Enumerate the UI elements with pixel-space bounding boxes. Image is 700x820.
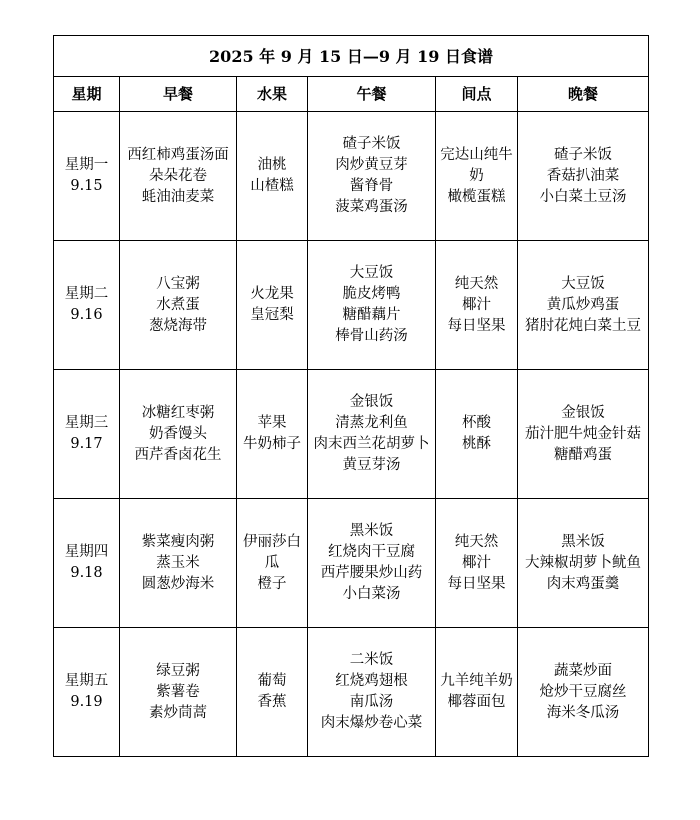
- lunch-item: 脆皮烤鸭: [342, 286, 401, 302]
- breakfast-cell: [120, 370, 237, 499]
- weekday-label: 星期三: [64, 415, 109, 431]
- header-breakfast: 早餐: [120, 77, 237, 112]
- fruit-item: 火龙果: [250, 286, 294, 302]
- date-label: 9.16: [70, 307, 103, 323]
- lunch-item: 棒骨山药汤: [335, 328, 408, 344]
- breakfast-item: 蚝油油麦菜: [141, 188, 215, 205]
- snack-item: 每日坚果: [447, 317, 506, 334]
- fruit-cell: [237, 370, 308, 499]
- fruit-item: 山楂糕: [250, 178, 294, 194]
- date-label: 9.19: [70, 694, 103, 710]
- breakfast-item: 冰糖红枣粥: [141, 404, 215, 421]
- day-cell: [54, 628, 120, 757]
- title-row: [54, 36, 649, 77]
- breakfast-item: 八宝粥: [156, 275, 200, 292]
- lunch-item: 金银饭: [349, 394, 394, 410]
- dinner-item: 黄瓜炒鸡蛋: [546, 296, 620, 313]
- dinner-cell: [518, 370, 649, 499]
- breakfast-item: 绿豆粥: [156, 662, 200, 679]
- snack-item: 椰汁: [462, 296, 491, 313]
- dinner-cell: [518, 499, 649, 628]
- dinner-item: 糖醋鸡蛋: [554, 446, 612, 463]
- lunch-item: 黑米饭: [349, 523, 394, 539]
- breakfast-item: 水煮蛋: [156, 296, 200, 313]
- snack-item: 椰蓉面包: [447, 694, 506, 710]
- weekday-label: 星期五: [64, 673, 109, 689]
- lunch-item: 肉炒黄豆芽: [335, 157, 408, 173]
- snack-item: 完达山纯牛奶: [440, 146, 513, 184]
- snack-item: 每日坚果: [447, 575, 506, 592]
- breakfast-item: 朵朵花卷: [149, 167, 207, 184]
- lunch-cell: [308, 241, 436, 370]
- page-title: 2025 年 9 月 15 日—9 月 19 日食谱: [54, 36, 649, 77]
- date-label: 9.18: [70, 565, 103, 581]
- snack-cell: [436, 370, 518, 499]
- dinner-item: 肉末鸡蛋羹: [546, 575, 620, 592]
- dinner-item: 大辣椒胡萝卜鱿鱼: [525, 554, 641, 571]
- dinner-cell: [518, 241, 649, 370]
- snack-item: 桃酥: [462, 436, 491, 452]
- lunch-item: 红烧肉干豆腐: [328, 544, 415, 560]
- dinner-cell: [518, 112, 649, 241]
- snack-item: 橄榄蛋糕: [447, 188, 506, 205]
- dinner-item: 蔬菜炒面: [554, 662, 612, 679]
- header-lunch: 午餐: [308, 77, 436, 112]
- dinner-cell: [518, 628, 649, 757]
- fruit-item: 伊丽莎白瓜: [243, 533, 301, 571]
- breakfast-item: 紫薯卷: [156, 683, 200, 700]
- fruit-cell: [237, 112, 308, 241]
- lunch-item: 清蒸龙利鱼: [335, 415, 408, 431]
- table-row: [54, 241, 649, 370]
- snack-item: 纯天然: [454, 533, 499, 550]
- breakfast-item: 奶香馒头: [149, 425, 207, 442]
- menu-table: [53, 35, 649, 757]
- lunch-item: 二米饭: [349, 652, 394, 668]
- fruit-item: 香蕉: [257, 694, 287, 710]
- fruit-item: 苹果: [257, 415, 287, 431]
- breakfast-item: 素炒茼蒿: [149, 704, 207, 721]
- fruit-item: 油桃: [257, 157, 287, 173]
- breakfast-item: 蒸玉米: [156, 554, 200, 571]
- lunch-item: 西芹腰果炒山药: [320, 565, 423, 581]
- lunch-item: 糖醋藕片: [342, 307, 401, 323]
- fruit-item: 牛奶柿子: [243, 436, 301, 452]
- snack-item: 杯酸: [462, 415, 491, 431]
- lunch-cell: [308, 112, 436, 241]
- breakfast-item: 西芹香卤花生: [134, 446, 222, 463]
- snack-cell: [436, 241, 518, 370]
- lunch-item: 菠菜鸡蛋汤: [335, 199, 408, 215]
- breakfast-cell: [120, 628, 237, 757]
- lunch-item: 小白菜汤: [342, 586, 401, 602]
- header-weekday: 星期: [54, 77, 120, 112]
- lunch-item: 肉末西兰花胡萝卜: [313, 436, 430, 452]
- weekday-label: 星期二: [64, 286, 109, 302]
- snack-cell: [436, 628, 518, 757]
- day-cell: [54, 112, 120, 241]
- lunch-item: 肉末爆炒卷心菜: [320, 715, 423, 731]
- breakfast-item: 葱烧海带: [149, 317, 207, 334]
- date-label: 9.15: [70, 178, 103, 194]
- breakfast-cell: [120, 112, 237, 241]
- snack-item: 椰汁: [462, 554, 491, 571]
- day-cell: [54, 241, 120, 370]
- dinner-item: 猪肘花炖白菜土豆: [525, 317, 641, 334]
- table-row: [54, 499, 649, 628]
- lunch-cell: [308, 628, 436, 757]
- fruit-cell: [237, 499, 308, 628]
- lunch-item: 大豆饭: [349, 265, 394, 281]
- breakfast-item: 圆葱炒海米: [141, 575, 215, 592]
- weekday-label: 星期四: [64, 544, 109, 560]
- header-fruit: 水果: [237, 77, 308, 112]
- dinner-item: 香菇扒油菜: [546, 167, 620, 184]
- snack-cell: [436, 112, 518, 241]
- dinner-item: 茄汁肥牛炖金针菇: [525, 425, 641, 442]
- lunch-item: 碴子米饭: [342, 136, 401, 152]
- breakfast-cell: [120, 499, 237, 628]
- dinner-item: 金银饭: [561, 404, 605, 421]
- day-rows: [54, 112, 649, 757]
- dinner-item: 大豆饭: [561, 275, 605, 292]
- table-row: [54, 112, 649, 241]
- breakfast-cell: [120, 241, 237, 370]
- breakfast-item: 紫菜瘦肉粥: [141, 533, 215, 550]
- snack-cell: [436, 499, 518, 628]
- weekday-label: 星期一: [64, 157, 109, 173]
- table-row: [54, 628, 649, 757]
- lunch-item: 红烧鸡翅根: [335, 673, 408, 689]
- fruit-cell: [237, 628, 308, 757]
- fruit-item: 橙子: [257, 575, 287, 592]
- header-row: [54, 77, 649, 112]
- breakfast-item: 西红柿鸡蛋汤面: [127, 146, 229, 163]
- table-row: [54, 370, 649, 499]
- lunch-cell: [308, 499, 436, 628]
- snack-item: 纯天然: [454, 275, 499, 292]
- dinner-item: 海米冬瓜汤: [546, 704, 620, 721]
- dinner-item: 黑米饭: [561, 533, 605, 550]
- day-cell: [54, 370, 120, 499]
- lunch-cell: [308, 370, 436, 499]
- date-label: 9.17: [70, 436, 103, 452]
- lunch-item: 黄豆芽汤: [342, 457, 401, 473]
- day-cell: [54, 499, 120, 628]
- lunch-item: 酱脊骨: [349, 178, 394, 194]
- fruit-item: 皇冠梨: [250, 307, 294, 323]
- header-dinner: 晚餐: [518, 77, 649, 112]
- dinner-item: 碴子米饭: [554, 146, 612, 163]
- fruit-cell: [237, 241, 308, 370]
- snack-item: 九羊纯羊奶: [440, 673, 513, 689]
- dinner-item: 炝炒干豆腐丝: [539, 683, 627, 700]
- lunch-item: 南瓜汤: [349, 694, 394, 710]
- dinner-item: 小白菜土豆汤: [539, 188, 627, 205]
- header-snack: 间点: [436, 77, 518, 112]
- fruit-item: 葡萄: [257, 673, 287, 689]
